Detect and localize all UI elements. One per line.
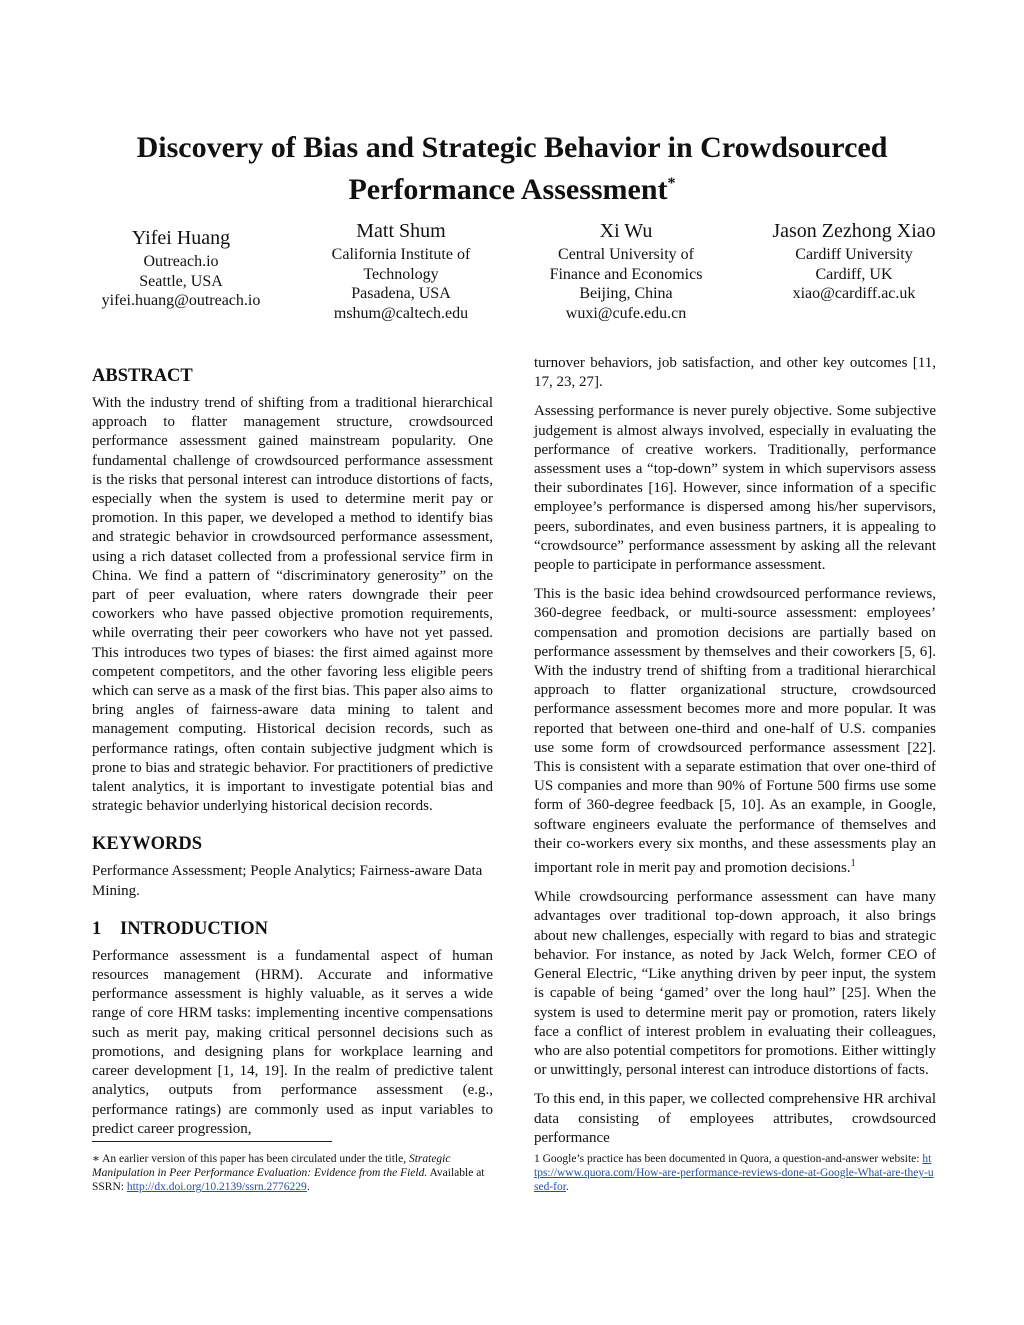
title-line-1: Discovery of Bias and Strategic Behavior in Crowdsourced bbox=[136, 131, 888, 164]
author-affiliation: Cardiff University bbox=[795, 246, 913, 263]
author-affiliation-2: Finance and Economics bbox=[549, 265, 703, 283]
paragraph: To this end, in this paper, we collected comprehensive HR archival data consisting of employees attributes, crowdsourced performance bbox=[534, 1091, 936, 1146]
abstract-heading: ABSTRACT bbox=[92, 366, 193, 386]
footnote-ref[interactable]: 1 bbox=[850, 858, 856, 870]
author-3 bbox=[531, 219, 721, 323]
author-1 bbox=[86, 226, 276, 311]
title-footnote-mark: * bbox=[667, 175, 676, 192]
footnote-italic-title: Strategic Manipulation in Peer Performance Evaluation: Evidence from the Field. bbox=[92, 1153, 451, 1180]
author-affiliation: Outreach.io bbox=[143, 253, 219, 270]
quora-link[interactable]: https://www.quora.com/How-are-performance-reviews-done-at-Google-What-are-they-used-for bbox=[534, 1153, 934, 1194]
section-number: 1 bbox=[92, 918, 102, 939]
right-column bbox=[534, 354, 936, 1155]
author-email[interactable]: mshum@caltech.edu bbox=[333, 304, 469, 322]
author-location: Cardiff, UK bbox=[815, 265, 893, 283]
abstract-text: With the industry trend of shifting from a traditional hierarchical approach to flatter management structure, crowdsourced performance assessment gained mainstream popularity. One fundamental challenge of crowdsourced performance assessment is the risks that personal interest can introduce distortions of facts, especially when the system is used to determine merit pay or promotion. In this paper, we developed a method to identify bias and strategic behavior in crowdsourced performance assessment, using a rich dataset collected from a professional service firm in China. We find a pattern of “discriminatory generosity” on the part of peer evaluation, where raters downgrade their peer coworkers who have passed objective promotion requirements, while overrating their peer coworkers who have not yet passed. This introduces two types of biases: the first aimed against more competent competitors, and the other favoring less eligible peers which can serve as a mask of the first bias. This paper also aims to bring angles of fairness-aware data mining to talent and management computing. Historical decision records, such as performance ratings, often contain subjective judgment which is prone to bias and strategic behavior. For practitioners of predictive talent analytics, it is important to investigate potential bias and strategic behavior underlying historical decision records. bbox=[92, 395, 493, 815]
author-email[interactable]: xiao@cardiff.ac.uk bbox=[792, 285, 916, 302]
footnote-text: An earlier version of this paper has been circulated under the title, bbox=[102, 1153, 409, 1165]
author-location: Seattle, USA bbox=[139, 272, 223, 290]
footnote-divider bbox=[92, 1141, 332, 1142]
author-location: Beijing, China bbox=[579, 285, 673, 302]
keywords-heading: KEYWORDS bbox=[92, 834, 202, 855]
footnote-mark: ∗ bbox=[92, 1153, 100, 1165]
author-email[interactable]: wuxi@cufe.edu.cn bbox=[565, 304, 687, 322]
author-name: Xi Wu bbox=[599, 220, 653, 242]
footnote-text: 1 Google’s practice has been documented in Quora, a question-and-answer website: bbox=[534, 1153, 923, 1165]
paragraph-text: This is the basic idea behind crowdsourced performance reviews, 360-degree feedback, or multi-source assessment: employees’ compensation and promotion decisions are partially based on performance assessment by themselves and their coworkers [5, 6]. With the industry trend of shifting from a traditional hierarchical approach to flatter organizational structure, crowdsourced performance assessment becomes more and more popular. It was reported that between one-third and one-half of U.S. companies use some form of crowdsourced performance assessment [22]. This is consistent with a separate estimation that over one-third of US companies and more than 90% of Fortune 500 firms use some form of 360-degree feedback [5, 10]. As an example, in Google, software engineers evaluate the performance of themselves and their co-workers every six months, and these assessments play an important role in merit pay and promotion decisions. bbox=[534, 586, 936, 877]
paragraph: Assessing performance is never purely objective. Some subjective judgement is almost always involved, especially in evaluating the performance of creative workers. Traditionally, performance assessment uses a “top-down” system in which supervisors assess their subordinates [16]. However, since information of a specific employee’s performance is dispersed among his/her supervisors, peers, subordinates, and even business partners, it is appealing to “crowdsource” performance assessment by asking all the relevant people to participate in performance assessment. bbox=[534, 403, 936, 574]
author-name: Yifei Huang bbox=[131, 227, 231, 249]
author-affiliation: California Institute of bbox=[331, 246, 471, 263]
left-column bbox=[92, 364, 493, 1146]
author-email[interactable]: yifei.huang@outreach.io bbox=[101, 292, 261, 309]
footnote-end: . bbox=[306, 1181, 310, 1194]
author-name: Matt Shum bbox=[356, 220, 446, 242]
title-line-2 bbox=[60, 166, 964, 208]
author-location: Pasadena, USA bbox=[351, 285, 451, 302]
paper-title bbox=[60, 130, 964, 208]
paragraph: turnover behaviors, job satisfaction, and other key outcomes [11, 17, 23, 27]. bbox=[534, 355, 936, 391]
paragraph bbox=[534, 585, 936, 878]
author-affiliation-2: Technology bbox=[363, 265, 439, 283]
footnote-text-2: Available at SSRN: bbox=[92, 1167, 485, 1194]
introduction-heading bbox=[92, 917, 493, 941]
footnote-right bbox=[534, 1152, 934, 1195]
footnote-left bbox=[92, 1152, 492, 1195]
ssrn-link[interactable]: http://dx.doi.org/10.2139/ssrn.2776229 bbox=[126, 1181, 307, 1194]
title-line-2-text: Performance Assessment bbox=[348, 173, 668, 206]
section-title: INTRODUCTION bbox=[120, 918, 269, 939]
introduction-text: Performance assessment is a fundamental aspect of human resources management (HRM). Accurate and informative performance assessment is highly valuable, as it serves a wide range of core HRM tasks: implementing incentive compensations such as merit pay, making critical personnel decisions such as promotions, and designing plans for workplace learning and career development [1, 14, 19]. In the realm of predictive talent analytics, outputs from performance assessment (e.g., performance ratings) are commonly used as input variables to predict career progression, bbox=[92, 947, 493, 1137]
footnote-end: . bbox=[565, 1181, 569, 1194]
author-2 bbox=[306, 219, 496, 323]
keywords-text: Performance Assessment; People Analytics; Fairness-aware Data Mining. bbox=[92, 863, 483, 899]
author-4 bbox=[754, 219, 954, 304]
author-affiliation: Central University of bbox=[558, 246, 694, 263]
paragraph: While crowdsourcing performance assessment can have many advantages over traditional top-down approach, it also brings about new challenges, especially with regard to bias and strategic behavior. For instance, as noted by Jack Welch, former CEO of General Electric, “Like anything driven by peer input, the system is capable of being ‘gamed’ over the long haul” [25]. When the system is used to determine merit pay or promotion, raters likely face a conflict of interest problem in evaluating their colleagues, who are also potential competitors for promotions. Either wittingly or unwittingly, personal interest can introduce distortions of facts. bbox=[534, 889, 937, 1079]
author-name: Jason Zezhong Xiao bbox=[772, 220, 936, 242]
